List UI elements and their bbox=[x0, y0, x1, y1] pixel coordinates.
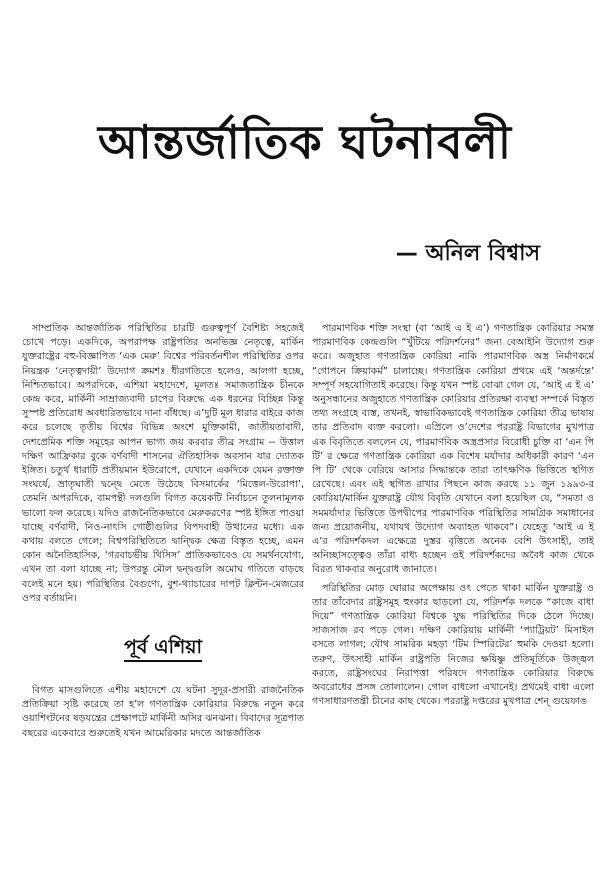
article-title: আন্তর্জাতিক ঘটনাবলী bbox=[97, 115, 513, 169]
left-paragraph-east-asia: বিগত মাসগুলিতে এশীয় মহাদেশে যে ঘটনা সুদূর-প্রসারী রাজনৈতিক প্রতিক্রিয়া সৃষ্টি করেছে তা হ’ল গণতান্ত্রিক কোরিয়ার বিরুদ্ধে নতুন করে ওয়াশিংটনের ষড়যন্ত্রের প্রেক্ষাপটে মার্কিনী অসির ঝনঝনা। বিবাদের সূত্রপাত বছরের একেবারে শুরুতেই যখন আমেরিকার মদতে আন্তর্জাতিক bbox=[22, 685, 304, 739]
right-column bbox=[312, 322, 594, 862]
right-paragraph-iaea: পারমাণবিক শক্তি সংস্থা (বা ‘আই এ ই এ’) গণতান্ত্রিক কোরিয়ার সমস্ত পারমাণবিক কেন্দ্রগুলি “খুঁটিয়ে পরিদর্শনের” জন্য বেআইনি উদ্যোগ শুরু করে। অজুহাত গণতান্ত্রিক কোরিয়া নাকি পারমাণবিক অস্ত্র নির্মাণকর্মে “গোপনে ক্রিয়াকর্ম” চালাচ্ছে। গণতান্ত্রিক কোরিয়া প্রথমে এই ‘অন্তর্দন্তে’ সম্পূর্ণ সহযোগিতাই করেছে। কিন্তু যখন স্পষ্ট বোঝা গেল যে, ‘আই এ ই এ’ অনুসন্ধানের অজুহাতে গণতান্ত্রিক কোরিয়ার প্রতিরক্ষা ব্যবস্থা সম্পর্কে বিস্তৃত তথ্য সংগ্রহে ব্যস্ত, তখনই, স্বাভাবিকভাবেই গণতান্ত্রিক কোরিয়া তীব্র ভাষায় তার প্রতিবাদ ব্যক্ত করলো। এপ্রিলে ও’দেশের পররাষ্ট্র বিভাগের মুখপাত্র এক বিবৃতিতে বললেন যে, পারমাণবিক অস্ত্রপ্রসার বিরোধী চুক্তি বা ‘এন পি টি’ র ক্ষেত্রে গণতান্ত্রিক কোরিয়া এক বিশেষ মর্যাদার অধিকারী কারণ ‘এন পি টি’ থেকে বেরিয়ে আসার সিদ্ধান্তকে তারা তাৎক্ষণিক ভিত্তিতে স্থগিত রেখেছে। এবং এই স্থগিত রাখার পিছনে কাজ করছে ১১ জুন ১৯৯৩-র কোরিয়া/মার্কিন যুক্তরাষ্ট্র যৌথ বিবৃতি যেখানে বলা হয়েছিল যে, “সমতা ও সমমর্যাদার ভিত্তিতে উপদ্বীপের পারমাণবিক পরিস্থিতির সামগ্রিক সমাধানের জন্য প্রয়োজনীয়, যথাযথ উদ্যোগ অব্যাহত থাকবে”। যেহেতু ‘আই এ ই এ’র পরিদর্শকদল এক্ষেত্রে দুস্তর বৃত্তিতে অনেক বেশি উৎসাহী, তাই অনিচ্ছাসত্ত্বেও তাঁরা বাধ্য হচ্ছেন ওই পরিদর্শকদের অবৈধ কাজ থেকে বিরত থাকবার অনুরোধ জানাতে। bbox=[312, 323, 594, 576]
section-heading-east-asia bbox=[22, 636, 304, 658]
section-heading-text: পূর্ব এশিয়া bbox=[124, 636, 202, 662]
left-column bbox=[22, 322, 304, 862]
right-paragraph-us-response: পরিস্থিতির মোড় ঘোরার অপেক্ষায় ওৎ পেতে থাকা মার্কিন যুক্তরাষ্ট্র ও তার তাঁবেদার রাষ্ট্রসমূহ হুংকার ছাড়লো যে, পরিদর্শক দলকে “কাজে বাধা দিয়ে” গণতান্ত্রিক কোরিয়া বিশ্বকে যুদ্ধ পরিস্থিতির দিকে ঠেলে দিচ্ছে। সাজসাজ রব পড়ে গেল। দক্ষিণ কোরিয়ায় মার্কিনী ‘প্যাট্রিয়ট’ মিসাইল বসতে লাগল; যৌথ সামরিক মহড়া ‘টিম স্পিরিটের’ হুমকি দেওয়া হলো। তরুণ, উৎসাহী মার্কিন রাষ্ট্রপতি নিজের ক্ষয়িষ্ণু প্রতিমূর্তিকে উজ্জ্বল করতে, রাষ্ট্রসংঘের নিরাপত্তা পরিষদে গণতান্ত্রিক কোরিয়ার বিরুদ্ধে অবরোধের প্রসঙ্গ তোলালেন। গোল বাধলো এখানেই। প্রথমেই বাধা এলো গণসাধারণতন্ত্রী চীনের কাছ থেকে। পররাষ্ট্র দপ্তরের মুখপাত্র শেন্ গুয়েফাঙ bbox=[312, 582, 594, 708]
left-paragraph-intro: সাম্প্রতিক আন্তর্জাতিক পরিস্থিতির চারটি গুরুত্বপূর্ণ বৈশিষ্ট্য সহজেই চোখে পড়ে। একদিকে, অপরাপক্ষ রাষ্ট্রপতির অনভিজ্ঞ নেতৃত্বে, মার্কিন যুক্তরাষ্ট্রের বহু-বিজ্ঞাপিত ‘এক মেরু’ বিশ্বের পরিবর্তনশীল পরিস্থিতির ওপর নিয়ন্ত্রক ‘নেতৃত্বদায়ী’ উদ্যোগ ক্রমশঃ ধীরগতিতে হলেও, আলগা হচ্ছে, নিশ্চিতভাবে। অপরদিকে, এশিয়া মহাদেশে, মূলতঃ সমাজতান্ত্রিক চীনকে কেন্দ্র করে, মার্কিনী সাম্রাজ্যবাদী চাপের বিরুদ্ধে এক ধরনের বিচ্ছিন্ন কিন্তু সুস্পষ্ট প্রতিরোধ অবধারিতভাবে দানা বাঁধছে। এ’দুটি মূল ধারার বাইরে কাজ করে চলেছে তৃতীয় বিশ্বের বিভিন্ন অংশে মুক্তিকামী, জাতীয়তাবাদী, দেশপ্রেমিক শক্তি সমূহের আপন ভাগ্য জয় করবার তীব্র সংগ্রাম -- উত্তাল দক্ষিণ আফ্রিকার বুকে বর্ণবাদী শাসনের ঐতিহাসিক অবসান যার দ্যোতক ইঙ্গিত। চতুর্থ ধারাটি প্রতীয়মান ইউরোপে, যেখানে একদিকে যেমন রক্তাক্ত সংঘর্ষে, ভ্রাতৃঘাতী দ্বন্দ্বে মেতে উঠেছে বিসমার্কের ‘মিত্তেল-উরোপা’, তেমনি অপরদিকে, বামপন্থী দলগুলি বিগত কয়েকটি নির্বাচনে তুলনামূলক ভালো ফল করেছে। যদিও রাজনৈতিকভাবে মেরুকরণের স্পষ্ট ইঙ্গিত পাওয়া যাচ্ছে বর্ণবাদী, নিও-নাৎসি গোষ্ঠীগুলির বিপদবাহী উত্থানের মধ্যে। এক কথায় বলতে গেলে; বিশ্বপরিস্থিতিতে দ্বান্দ্বিক ক্ষেত্র বিস্তৃত হচ্ছে, এমন কোন অনৈতিহাসিক, ‘গরবাচভীয় থিসিস’ প্রাতিকভাবেও যে সমর্থনযোগ্য, এখন তা বলা যাচ্ছে না; উপরন্তু মৌল দ্বন্দ্বগুলি অমোঘ গতিতে বাড়ছে বলেই মনে হয়। পরিস্থিতির বৈগুণ্যে, বুশ-থ্যাচারের দাপট ক্লিন্টন-মেজরের ওপর বর্তায়নি। bbox=[22, 323, 304, 604]
article-author: — অনিল বিশ্বাস bbox=[395, 241, 540, 266]
